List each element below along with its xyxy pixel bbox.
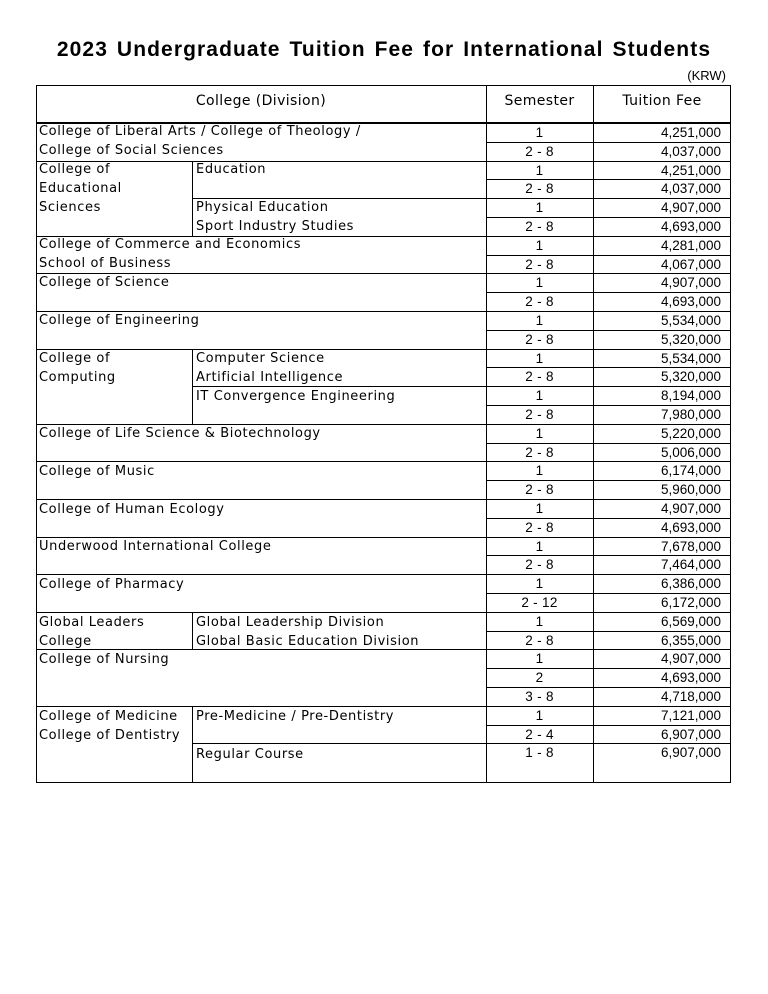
row-divider: [486, 668, 731, 669]
row-divider: [486, 424, 731, 425]
row-divider: [486, 631, 731, 632]
college-science: College of Science: [39, 275, 170, 290]
semester-cell: 1: [535, 275, 544, 291]
college-social-sciences: College of Social Sciences: [39, 143, 224, 158]
row-divider: [486, 499, 731, 500]
college-engineering: College of Engineering: [39, 313, 200, 328]
fee-cell: 6,172,000: [660, 595, 721, 610]
fee-cell: 5,220,000: [660, 425, 721, 441]
column-divider: [192, 612, 193, 649]
college-music: College of Music: [39, 464, 155, 479]
college-computing-1: College of: [39, 351, 111, 366]
college-global-leaders-1: Global Leaders: [39, 615, 145, 630]
row-divider: [192, 743, 486, 744]
fee-cell: 4,907,000: [660, 200, 721, 216]
row-divider: [486, 367, 731, 368]
fee-cell: 4,281,000: [660, 237, 721, 253]
semester-cell: 2 - 12: [521, 595, 558, 610]
fee-cell: 7,678,000: [660, 538, 721, 554]
college-computing-2: Computing: [39, 370, 116, 385]
row-divider: [486, 349, 731, 350]
column-divider: [730, 85, 731, 783]
division-education: Education: [196, 162, 267, 177]
division-pre-medicine: Pre-Medicine / Pre-Dentistry: [196, 709, 395, 724]
column-divider: [486, 85, 487, 783]
row-divider: [486, 311, 731, 312]
semester-cell: 2 - 8: [525, 482, 554, 498]
college-commerce: College of Commerce and Economics: [39, 237, 302, 252]
fee-cell: 4,037,000: [660, 143, 721, 159]
semester-cell: 2 - 8: [525, 331, 554, 347]
row-divider: [36, 574, 486, 575]
row-divider: [486, 273, 731, 274]
fee-cell: 4,037,000: [660, 181, 721, 197]
semester-cell: 1: [535, 501, 544, 516]
division-it-convergence: IT Convergence Engineering: [196, 389, 396, 404]
column-divider: [192, 706, 193, 783]
page-title: 2023 Undergraduate Tuition Fee for International Students: [56, 38, 712, 61]
row-divider: [486, 236, 731, 237]
semester-cell: 2 - 8: [525, 143, 554, 159]
fee-cell: 6,907,000: [660, 745, 721, 761]
college-life-science: College of Life Science & Biotechnology: [39, 426, 321, 441]
division-physical-education: Physical Education: [196, 200, 329, 215]
semester-cell: 2 - 8: [525, 519, 554, 535]
header-semester: Semester: [504, 93, 575, 109]
row-divider: [36, 612, 486, 613]
fee-cell: 5,960,000: [660, 482, 721, 498]
college-nursing: College of Nursing: [39, 652, 170, 667]
row-divider: [36, 273, 486, 274]
fee-cell: 6,386,000: [660, 576, 721, 592]
fee-cell: 6,174,000: [660, 463, 721, 479]
college-medicine: College of Medicine: [39, 709, 178, 724]
header-fee: Tuition Fee: [622, 93, 702, 109]
college-pharmacy: College of Pharmacy: [39, 577, 185, 592]
semester-cell: 1: [535, 313, 544, 328]
row-divider: [486, 537, 731, 538]
row-divider: [36, 311, 486, 312]
row-divider: [486, 687, 731, 688]
fee-cell: 6,907,000: [660, 726, 721, 742]
semester-cell: 2 - 8: [525, 256, 554, 272]
division-global-leadership: Global Leadership Division: [196, 615, 385, 630]
fee-cell: 4,693,000: [660, 519, 721, 535]
semester-cell: 2 - 8: [525, 219, 554, 234]
division-ai: Artificial Intelligence: [196, 370, 344, 385]
college-educational-1: College of: [39, 162, 111, 177]
row-divider: [36, 161, 486, 162]
fee-cell: 5,534,000: [660, 313, 721, 328]
fee-cell: 4,718,000: [660, 689, 721, 704]
semester-cell: 1: [535, 576, 544, 592]
row-divider: [192, 386, 486, 387]
division-global-basic: Global Basic Education Division: [196, 634, 420, 649]
row-divider: [486, 725, 731, 726]
semester-cell: 1: [535, 463, 544, 479]
row-divider: [36, 706, 486, 707]
fee-cell: 8,194,000: [660, 388, 721, 404]
semester-cell: 1: [535, 388, 544, 404]
row-divider: [486, 386, 731, 387]
row-divider: [36, 649, 486, 650]
fee-cell: 6,355,000: [660, 632, 721, 648]
fee-cell: 7,121,000: [660, 707, 721, 723]
semester-cell: 2 - 8: [525, 632, 554, 648]
division-sport-industry: Sport Industry Studies: [196, 219, 355, 234]
row-divider: [486, 255, 731, 256]
row-divider: [486, 480, 731, 481]
column-divider: [36, 85, 37, 783]
row-divider: [486, 518, 731, 519]
row-divider: [36, 461, 486, 462]
row-divider: [486, 649, 731, 650]
semester-cell: 2 - 8: [525, 444, 554, 460]
row-divider: [36, 782, 731, 783]
row-divider: [486, 198, 731, 199]
college-global-leaders-2: College: [39, 634, 92, 649]
fee-cell: 5,320,000: [660, 369, 721, 385]
semester-cell: 2 - 8: [525, 181, 554, 197]
row-divider: [486, 593, 731, 594]
college-dentistry: College of Dentistry: [39, 728, 181, 743]
row-divider: [36, 537, 486, 538]
semester-cell: 1: [535, 237, 544, 253]
row-divider: [486, 142, 731, 143]
college-human-ecology: College of Human Ecology: [39, 502, 225, 517]
fee-cell: 4,693,000: [660, 219, 721, 234]
tuition-table: [36, 85, 731, 783]
row-divider: [486, 443, 731, 444]
row-divider: [486, 405, 731, 406]
row-divider: [486, 330, 731, 331]
college-educational-3: Sciences: [39, 200, 101, 215]
semester-cell: 2 - 8: [525, 557, 554, 573]
row-divider: [486, 743, 731, 744]
column-divider: [192, 349, 193, 424]
fee-cell: 4,067,000: [660, 256, 721, 272]
header-college: College (Division): [195, 93, 327, 109]
row-divider: [486, 161, 731, 162]
semester-cell: 2 - 8: [525, 369, 554, 385]
fee-cell: 7,464,000: [660, 557, 721, 573]
semester-cell: 1: [535, 125, 544, 140]
row-divider: [486, 706, 731, 707]
semester-cell: 2 - 4: [525, 726, 554, 742]
row-divider: [486, 179, 731, 180]
fee-cell: 4,693,000: [660, 670, 721, 686]
row-divider: [36, 499, 486, 500]
fee-cell: 4,251,000: [660, 162, 721, 178]
semester-cell: 2: [535, 670, 544, 686]
fee-cell: 5,006,000: [660, 444, 721, 460]
fee-cell: 5,534,000: [660, 350, 721, 366]
semester-cell: 3 - 8: [525, 689, 554, 704]
column-divider: [192, 161, 193, 236]
fee-cell: 4,907,000: [660, 275, 721, 291]
semester-cell: 1: [535, 162, 544, 178]
row-divider: [486, 612, 731, 613]
row-divider: [486, 574, 731, 575]
college-liberal-arts: College of Liberal Arts / College of Theology /: [39, 124, 361, 139]
semester-cell: 1: [535, 707, 544, 723]
fee-cell: 7,980,000: [660, 407, 721, 422]
semester-cell: 1: [535, 613, 544, 629]
currency-unit: (KRW): [687, 68, 726, 83]
semester-cell: 1: [535, 200, 544, 216]
row-divider: [36, 424, 486, 425]
fee-cell: 4,693,000: [660, 294, 721, 310]
semester-cell: 2 - 8: [525, 294, 554, 310]
fee-cell: 6,569,000: [660, 613, 721, 629]
fee-cell: 4,907,000: [660, 501, 721, 516]
school-business: School of Business: [39, 256, 172, 271]
fee-cell: 5,320,000: [660, 331, 721, 347]
row-divider: [486, 292, 731, 293]
row-divider: [486, 555, 731, 556]
college-underwood: Underwood International College: [39, 539, 272, 554]
semester-cell: 1 - 8: [525, 745, 554, 761]
row-divider: [36, 349, 486, 350]
fee-cell: 4,251,000: [660, 125, 721, 140]
row-divider: [36, 85, 731, 86]
fee-cell: 4,907,000: [660, 651, 721, 667]
row-divider: [192, 198, 486, 199]
college-educational-2: Educational: [39, 181, 122, 196]
semester-cell: 1: [535, 350, 544, 366]
division-computer-science: Computer Science: [196, 351, 325, 366]
row-divider: [36, 236, 486, 237]
semester-cell: 1: [535, 538, 544, 554]
semester-cell: 2 - 8: [525, 407, 554, 422]
semester-cell: 1: [535, 651, 544, 667]
column-divider: [593, 85, 594, 783]
row-divider: [486, 461, 731, 462]
row-divider: [486, 217, 731, 218]
division-regular-course: Regular Course: [196, 747, 304, 762]
semester-cell: 1: [535, 425, 544, 441]
row-divider: [36, 122, 731, 124]
